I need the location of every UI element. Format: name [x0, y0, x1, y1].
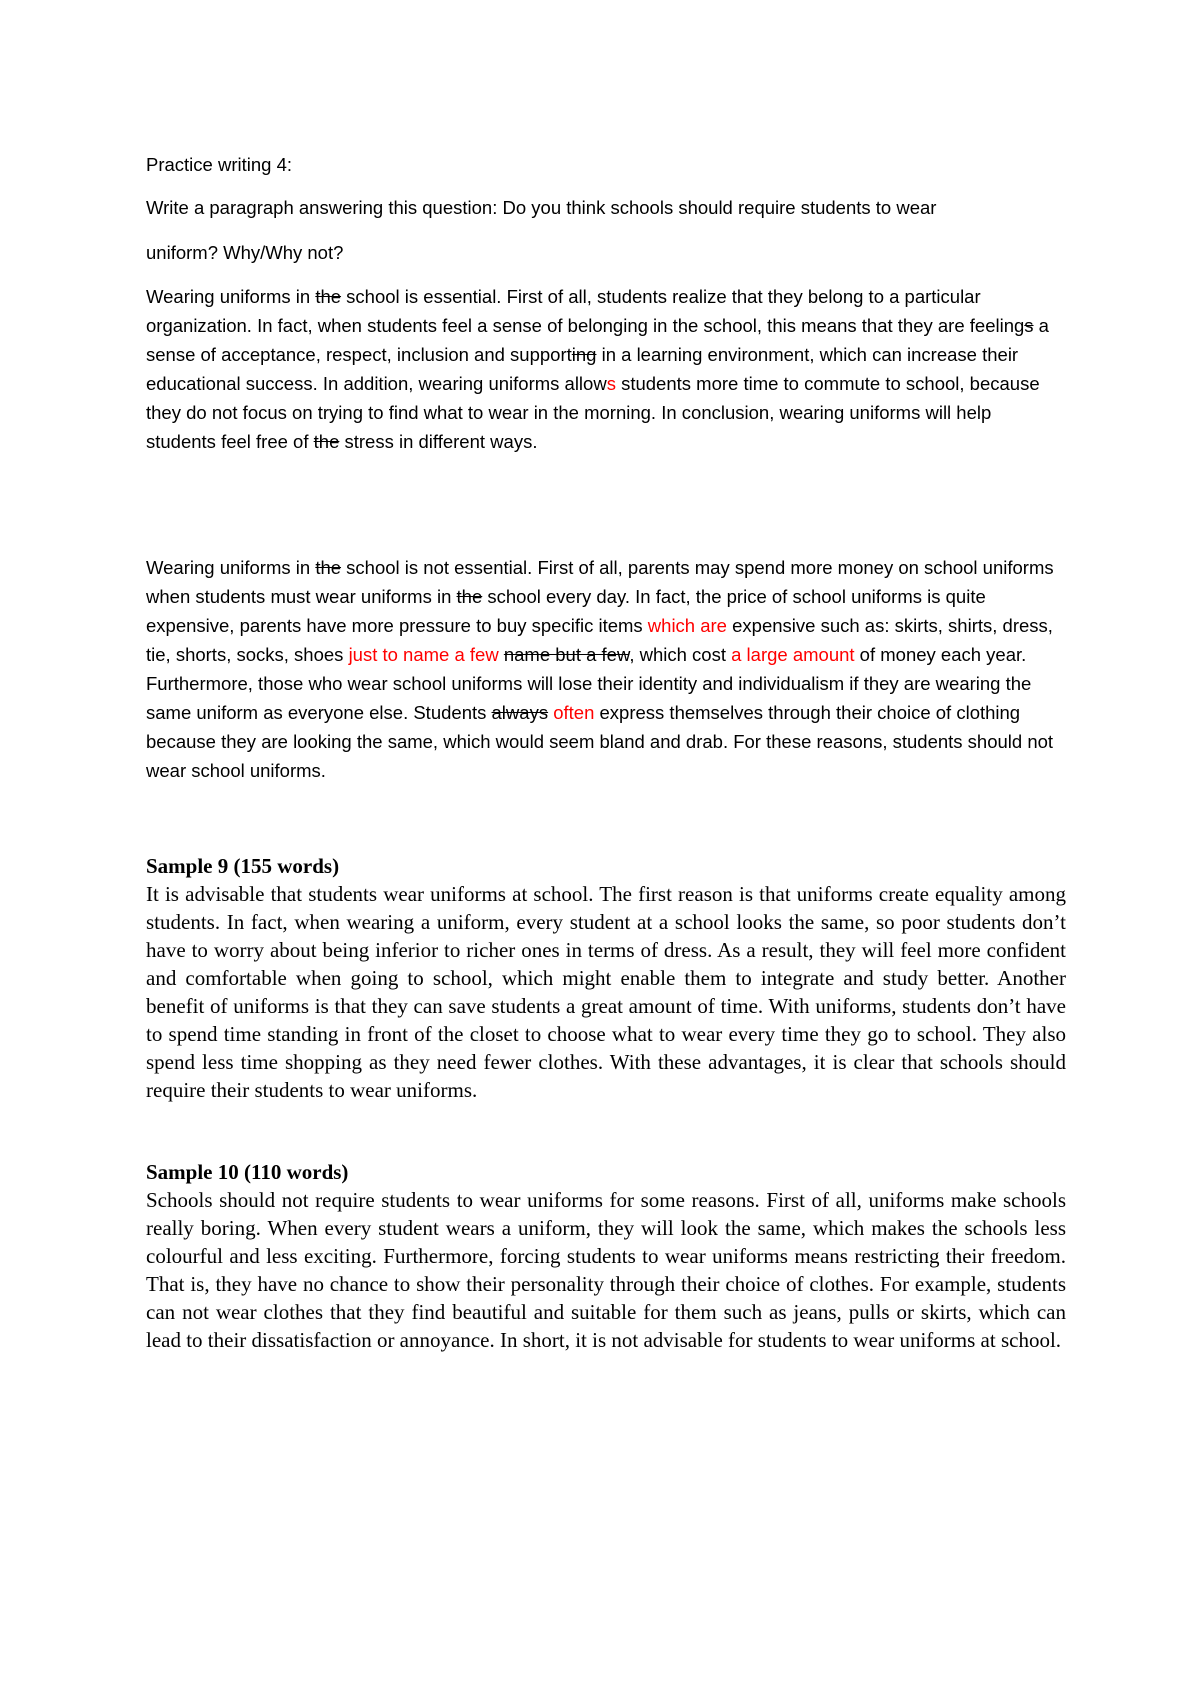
text-run: Wearing uniforms in: [146, 286, 316, 307]
deleted-text: always: [491, 702, 549, 723]
inserted-text: which are: [647, 615, 727, 636]
deleted-text: name but a few: [503, 644, 630, 665]
inserted-text: s: [606, 373, 616, 394]
inserted-text: a large amount: [731, 644, 855, 665]
text-run: express themselves through their choice of clothing because they are looking the same, which would seem bland and drab. For these reasons, students should not wear school uniforms.: [146, 702, 1054, 781]
sample-9-section: [146, 852, 1066, 1104]
text-run: a sense of acceptance, respect, inclusion and support: [146, 315, 1049, 365]
essay-for-paragraph: [146, 282, 1066, 456]
deleted-text: the: [313, 431, 340, 452]
deleted-text: the: [315, 286, 342, 307]
text-run: students more time to commute to school, because they do not focus on trying to find what to wear in the morning. In conclusion, wearing uniforms will help students feel free of: [146, 373, 1040, 452]
text-run: expensive such as: skirts, shirts, dress, tie, shorts, socks, shoes: [146, 615, 1053, 665]
deleted-text: ing: [571, 344, 597, 365]
sample-10-section: [146, 1158, 1066, 1354]
sample-10-heading: Sample 10 (110 words): [146, 1160, 349, 1184]
essay-against-paragraph: [146, 553, 1066, 785]
text-run: school every day. In fact, the price of school uniforms is quite expensive, parents have more pressure to buy specific items: [146, 586, 986, 636]
deleted-text: s: [1024, 315, 1034, 336]
text-run: in a learning environment, which can increase their educational success. In addition, wearing uniforms allow: [146, 344, 1019, 394]
text-run: Wearing uniforms in: [146, 557, 316, 578]
sample-10-body: Schools should not require students to wear uniforms for some reasons. First of all, uniforms make schools really boring. When every student wears a uniform, they will look the same, which makes the schools less colourful and less exciting. Furthermore, forcing students to wear uniforms means restricting their freedom. That is, they have no chance to show their personality through their choice of clothes. For example, students can not wear clothes that they find beautiful and suitable for them such as jeans, pulls or skirts, which can lead to their dissatisfaction or annoyance. In short, it is not advisable for students to wear uniforms at school.: [146, 1188, 1066, 1352]
text-run: , which cost: [629, 644, 732, 665]
sample-9-body: It is advisable that students wear uniforms at school. The first reason is that uniforms create equality among students. In fact, when wearing a uniform, every student at a school looks the same, so poor students don’t have to worry about being inferior to richer ones in terms of dress. As a result, they will feel more confident and comfortable when going to school, which might enable them to integrate and study better. Another benefit of uniforms is that they can save students a great amount of time. With uniforms, students don’t have to spend time standing in front of the closet to choose what to wear every time they go to school. They also spend less time shopping as they need fewer clothes. With these advantages, it is clear that schools should require their students to wear uniforms.: [146, 882, 1066, 1102]
question-line-2: uniform? Why/Why not?: [146, 242, 344, 263]
text-run: school is not essential. First of all, parents may spend more money on school uniforms when students must wear uniforms in: [146, 557, 1054, 607]
practice-title: Practice writing 4:: [146, 154, 292, 175]
text-run: school is essential. First of all, students realize that they belong to a particular organization. In fact, when students feel a sense of belonging in the school, this means that they are feeling: [146, 286, 1025, 336]
sample-9-heading: Sample 9 (155 words): [146, 854, 340, 878]
deleted-text: the: [456, 586, 483, 607]
inserted-text: often: [553, 702, 595, 723]
inserted-text: just to name a few: [348, 644, 499, 665]
text-run: of money each year. Furthermore, those who wear school uniforms will lose their identity and individualism if they are wearing the same uniform as everyone else. Students: [146, 644, 1032, 723]
text-run: stress in different ways.: [339, 431, 538, 452]
question-line-1: Write a paragraph answering this question: Do you think schools should require students to wear: [146, 197, 937, 218]
deleted-text: the: [315, 557, 342, 578]
